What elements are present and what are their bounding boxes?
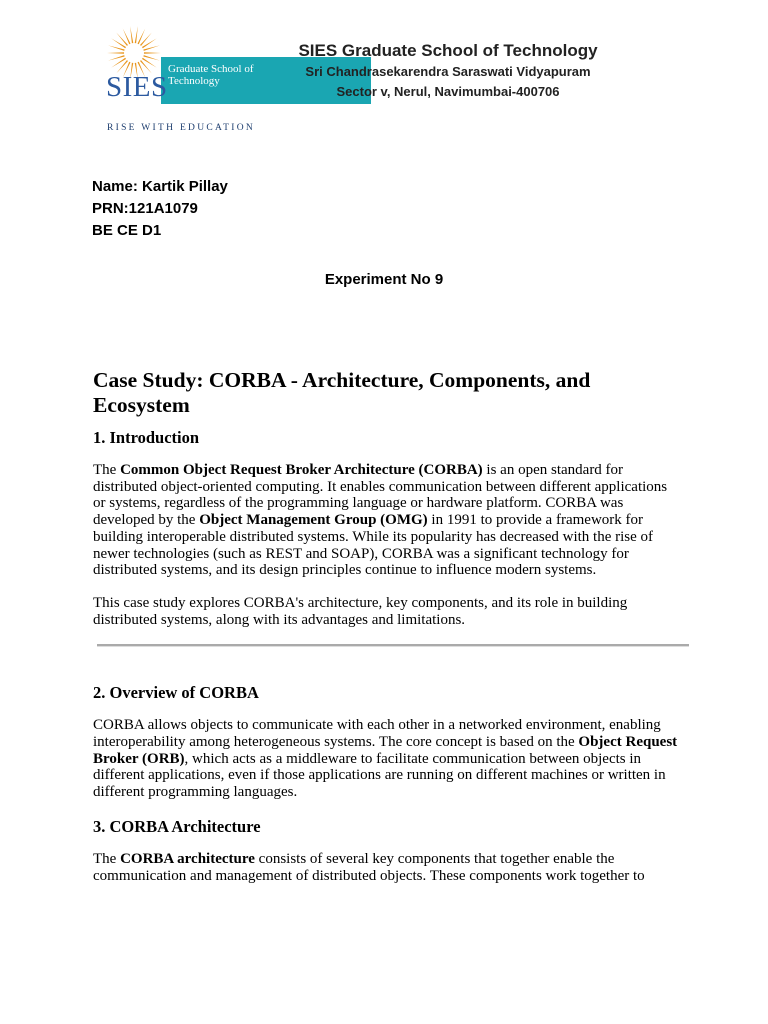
overview-paragraph: CORBA allows objects to communicate with each other in a networked environment, enabling interoperability among heterogeneous systems. The core concept is based on the Object Request Broker (ORB), which acts as a middleware to facilitate communication between objects in different applications, even if those applications are running on different machines or written in different programming languages. (93, 717, 678, 801)
sun-ray (135, 26, 138, 43)
student-name: Name: Kartik Pillay (92, 178, 228, 195)
sun-ray (130, 26, 133, 43)
institution-block (282, 40, 614, 102)
sun-ray (140, 33, 152, 46)
experiment-title: Experiment No 9 (324, 271, 444, 288)
sun-ray (111, 38, 126, 48)
institution-address-line2: Sector v, Nerul, Navimumbai-400706 (336, 84, 560, 99)
orb-term: Object Request Broker (ORB) (93, 734, 678, 767)
sies-logo (104, 26, 272, 133)
student-class: BE CE D1 (92, 222, 162, 239)
architecture-paragraph: The CORBA architecture consists of several key components that together enable the communication and management of distributed objects. These components work together to (93, 850, 645, 884)
sun-ray (142, 38, 157, 48)
institution-address-line1: Sri Chandrasekarendra Saraswati Vidyapuram (305, 64, 591, 79)
section-divider (97, 644, 689, 647)
sun-ray (143, 55, 160, 60)
sun-ray (108, 45, 125, 50)
sun-ray (116, 33, 128, 46)
intro-paragraph-1: The Common Object Request Broker Architecture (CORBA) is an open standard for distributed object-oriented computing. It enables communication between different applications or systems, regardless of the programming language or hardware platform. CORBA was developed by the Object Management Group (OMG) in 1991 to provide a framework for building interoperable distributed systems. While its popularity has decreased with the rise of newer technologies (such as REST and SOAP), CORBA was a significant technology for distributed systems, and its design principles continue to influence modern systems. (93, 462, 668, 579)
student-prn: PRN:121A1079 (92, 200, 198, 217)
logo-tagline: RISE WITH EDUCATION (107, 123, 256, 133)
section-heading-overview: 2. Overview of CORBA (93, 683, 259, 703)
corba-architecture-term: CORBA architecture (120, 850, 255, 867)
institution-name: SIES Graduate School of Technology (298, 41, 598, 60)
sun-ray (107, 52, 124, 53)
sun-ray (144, 52, 161, 53)
section-heading-introduction: 1. Introduction (93, 428, 200, 447)
logo-text-line1: Graduate School of (168, 63, 254, 75)
sun-ray (142, 58, 157, 68)
sun-ray (143, 45, 160, 50)
document-content (93, 368, 678, 900)
section-heading-architecture: 3. CORBA Architecture (93, 816, 261, 836)
sun-ray (108, 55, 125, 60)
corba-term: Common Object Request Broker Architecture (CORBA) (120, 462, 483, 478)
student-info (92, 176, 228, 242)
intro-paragraph-2: This case study explores CORBA's architecture, key components, and its role in building distributed systems, along with its advantages and limitations. (93, 594, 628, 628)
logo-text-line2: Technology (168, 75, 220, 87)
case-study-title: Case Study: CORBA - Architecture, Components, and Ecosystem (93, 368, 591, 417)
logo-word: SIES (106, 71, 168, 103)
sun-ray (111, 58, 126, 68)
omg-term: Object Management Group (OMG) (199, 512, 428, 529)
